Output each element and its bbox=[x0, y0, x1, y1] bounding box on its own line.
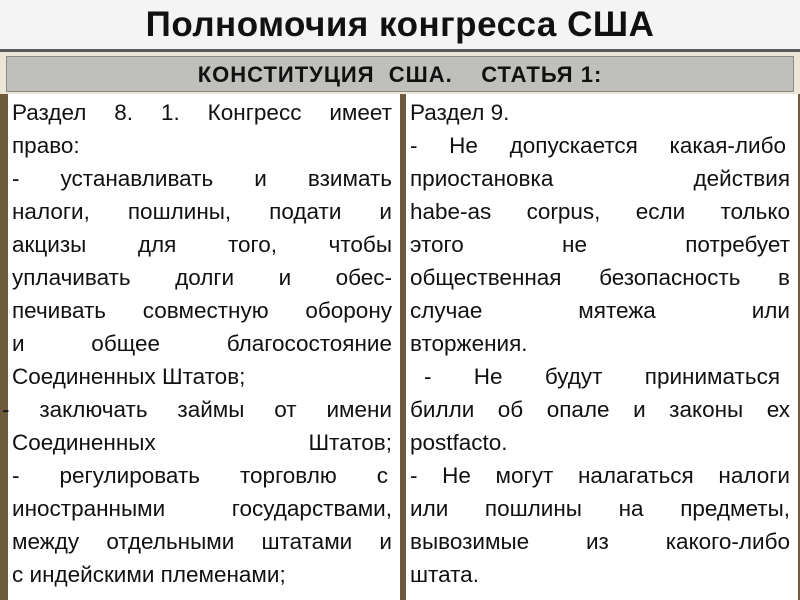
text-line: акцизы для того, чтобы bbox=[12, 232, 392, 257]
text-line: - Не будут приниматься bbox=[424, 364, 780, 389]
text-line: уплачивать долги и обес- bbox=[12, 265, 392, 290]
text-line: Соединенных Штатов; bbox=[12, 430, 392, 455]
text-line: с индейскими племенами; bbox=[12, 562, 286, 587]
text-line: Раздел 8. 1. Конгресс имеет bbox=[12, 100, 392, 125]
text-line: вывозимые из какого-либо bbox=[410, 529, 790, 554]
text-line: иностранными государствами, bbox=[12, 496, 392, 521]
page-subtitle: КОНСТИТУЦИЯ США. СТАТЬЯ 1: bbox=[197, 62, 603, 87]
text-line: habe-as corpus, если только bbox=[410, 199, 790, 224]
text-line: - заключать займы от имени bbox=[2, 397, 392, 422]
text-line: - Не допускается какая-либо bbox=[410, 133, 786, 158]
text-line: или пошлины на предметы, bbox=[410, 496, 790, 521]
text-line: - Не могут налагаться налоги bbox=[410, 463, 790, 488]
right-column bbox=[406, 94, 798, 600]
text-line: и общее благосостояние bbox=[12, 331, 392, 356]
subtitle-bar bbox=[6, 56, 794, 92]
title-bar bbox=[0, 0, 800, 52]
text-line: вторжения. bbox=[410, 331, 528, 356]
text-line: общественная безопасность в bbox=[410, 265, 790, 290]
left-border bbox=[0, 94, 8, 600]
text-line: приостановка действия bbox=[410, 166, 790, 191]
text-line: Раздел 9. bbox=[410, 100, 510, 125]
left-column bbox=[2, 94, 400, 600]
text-line: - устанавливать и взимать bbox=[12, 166, 392, 191]
text-line: - регулировать торговлю с bbox=[12, 463, 388, 488]
page-title: Полномочия конгресса США bbox=[145, 5, 655, 44]
text-line: postfacto. bbox=[410, 430, 508, 455]
text-line: этого не потребует bbox=[410, 232, 790, 257]
text-line: право: bbox=[12, 133, 80, 158]
text-line: налоги, пошлины, подати и bbox=[12, 199, 392, 224]
text-line: билли об опале и законы ех bbox=[410, 397, 790, 422]
text-line: Соединенных Штатов; bbox=[12, 364, 246, 389]
text-line: печивать совместную оборону bbox=[12, 298, 392, 323]
text-line: штата. bbox=[410, 562, 479, 587]
text-line: случае мятежа или bbox=[410, 298, 790, 323]
text-line: между отдельными штатами и bbox=[12, 529, 392, 554]
